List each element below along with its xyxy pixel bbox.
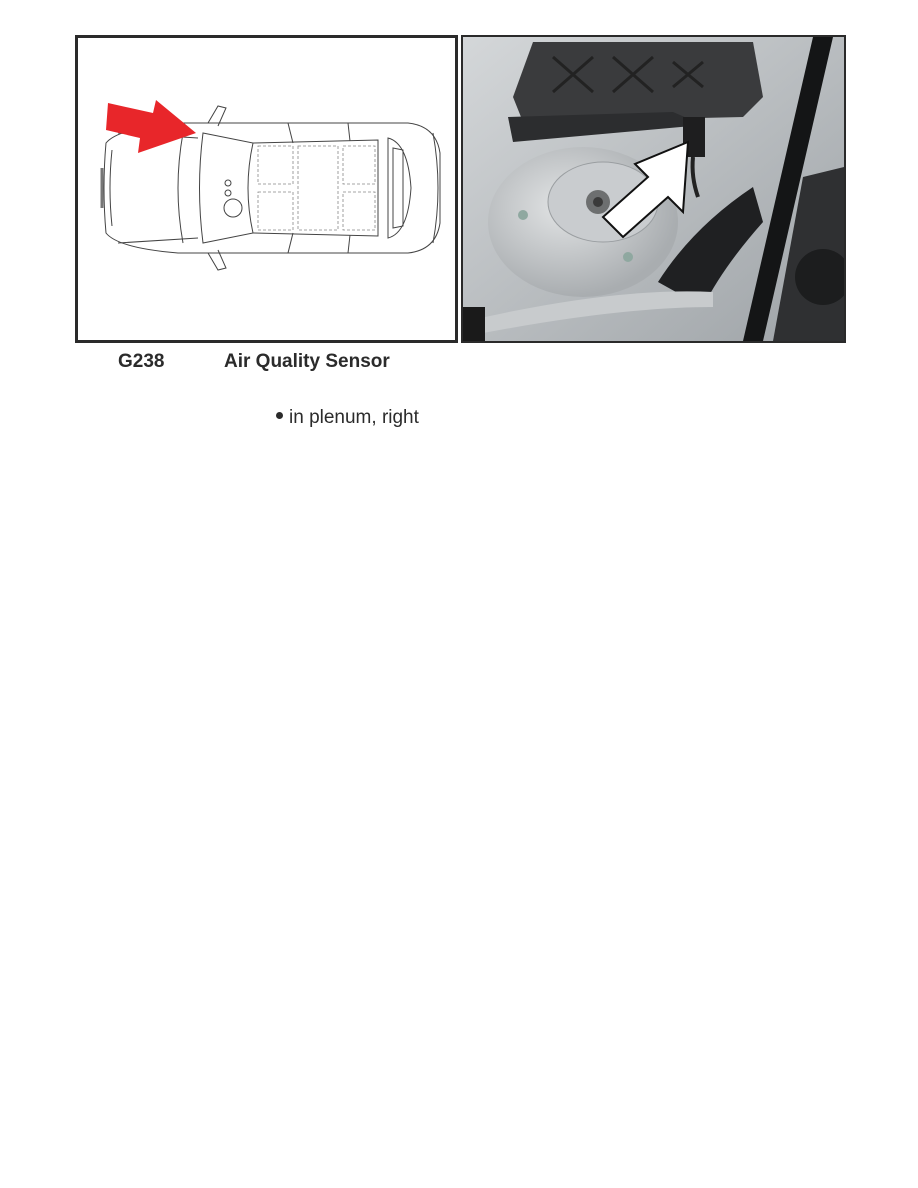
engine-bay-photo-icon — [463, 37, 844, 341]
component-code: G238 — [118, 351, 165, 372]
vehicle-locator-diagram — [75, 35, 458, 343]
bullet-icon — [276, 412, 283, 419]
location-bullet — [276, 407, 419, 429]
location-text: in plenum, right — [289, 407, 419, 428]
component-location-photo — [461, 35, 846, 343]
component-name: Air Quality Sensor — [224, 351, 390, 372]
car-top-view-icon — [78, 38, 455, 340]
red-locator-arrow-icon — [106, 100, 196, 153]
